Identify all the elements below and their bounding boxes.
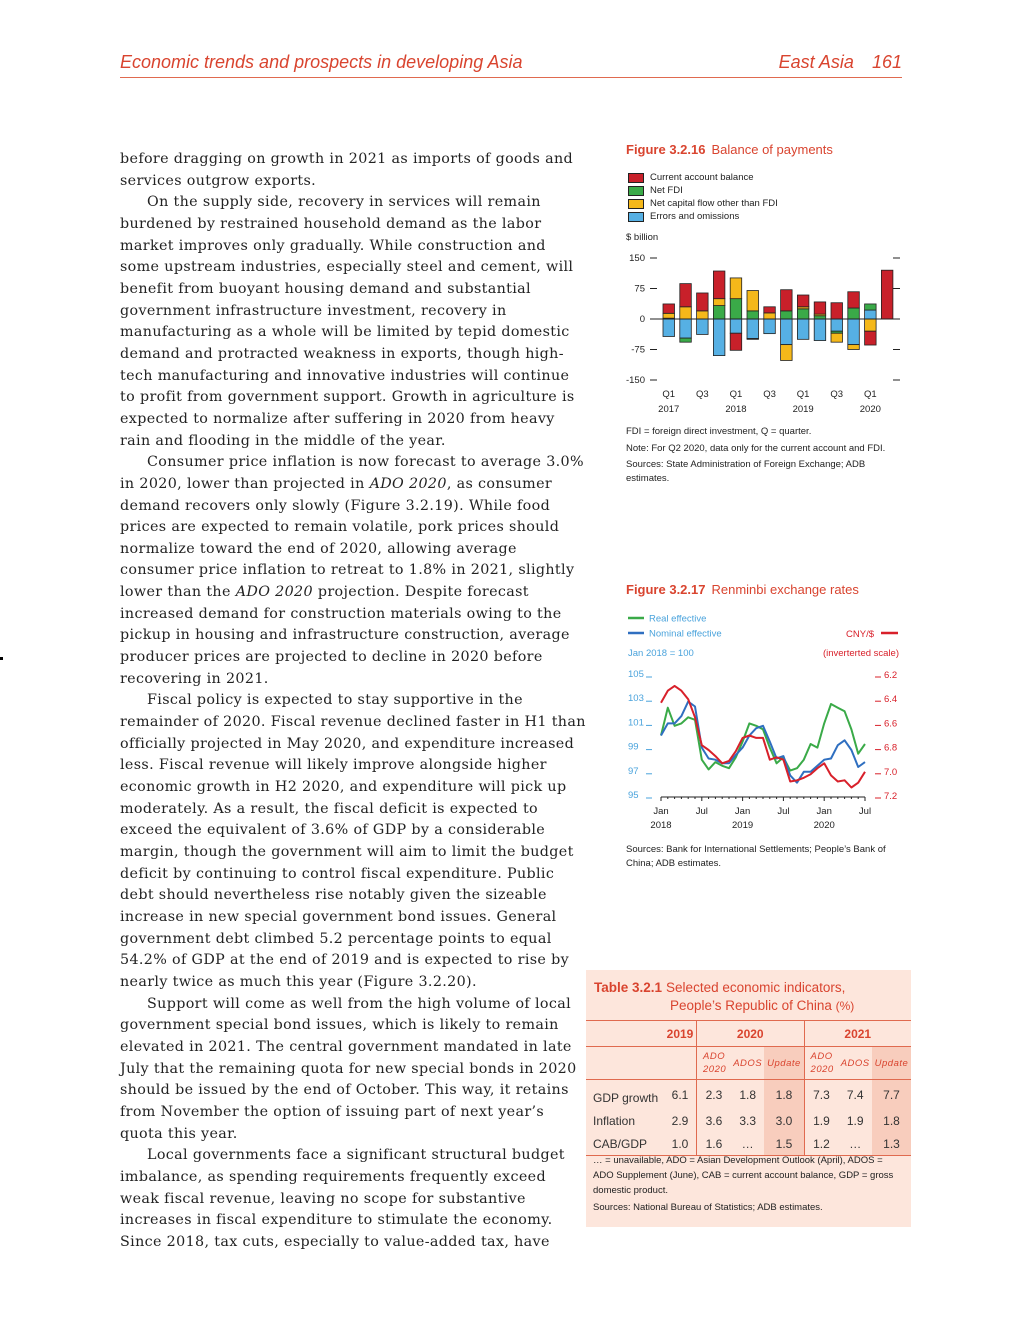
bar-segment bbox=[781, 290, 793, 311]
table-cell: 1.6 bbox=[697, 1132, 731, 1156]
table-footnote: … = unavailable, ADO = Asian Development Outlook (April), ADOS = ADO Supplement (June), CAB = current account balance, GDP = gross domestic product. bbox=[593, 1155, 894, 1196]
paragraph bbox=[120, 192, 586, 452]
table-row bbox=[586, 1132, 911, 1156]
fx-chart bbox=[620, 605, 910, 835]
x-tick-label: Q3 bbox=[830, 389, 844, 400]
bop-chart bbox=[620, 248, 910, 418]
figure-note: Note: For Q2 2020, data only for the current account and FDI. bbox=[626, 442, 886, 454]
x-tick-label: Jul bbox=[858, 806, 872, 817]
year-2021: 2021 bbox=[804, 1021, 911, 1047]
right-tick-label: 7.2 bbox=[884, 791, 898, 802]
column-subheader bbox=[838, 1047, 872, 1080]
y-tick-label: 150 bbox=[629, 253, 645, 264]
fx-notes bbox=[626, 843, 906, 873]
table-cell: 7.4 bbox=[846, 1087, 864, 1102]
table-cell: 1.8 bbox=[764, 1080, 804, 1110]
subheader-line: ADOS bbox=[733, 1057, 763, 1069]
right-tick-label: 6.2 bbox=[884, 670, 898, 681]
bar-segment bbox=[713, 271, 725, 299]
figure-number: Figure 3.2.17 bbox=[626, 582, 706, 597]
figure-caption: Renminbi exchange rates bbox=[711, 582, 859, 597]
left-tick-label: 105 bbox=[628, 669, 644, 680]
x-tick-label: Q1 bbox=[864, 389, 877, 400]
bar-segment bbox=[680, 338, 692, 342]
text-run: Support will come as well from the high volume of local government special bond issues, which is likely to remain elevated in 2021. The central government mandated in late July that the remaining quota for new special bonds in 2020 should be issued by the end of October. This way, it retains from November the option of issuing part of next year’s quota this year. bbox=[120, 995, 577, 1142]
legend-label: Real effective bbox=[649, 613, 707, 625]
bop-legend bbox=[628, 171, 778, 223]
table-cell: … bbox=[731, 1132, 765, 1156]
bar-segment bbox=[697, 311, 709, 319]
table-row bbox=[586, 1080, 911, 1110]
subheader-line: 2020 bbox=[703, 1064, 727, 1075]
table-cell: 3.3 bbox=[739, 1113, 756, 1128]
bar-segment bbox=[814, 319, 826, 341]
row-label: CAB/GDP bbox=[586, 1132, 664, 1156]
x-tick-label: Jan bbox=[734, 806, 751, 817]
table-cell: 3.6 bbox=[697, 1109, 731, 1132]
figure-number: Figure 3.2.16 bbox=[626, 142, 706, 157]
x-tick-label: Jan bbox=[816, 806, 832, 817]
bar-segment bbox=[848, 292, 860, 308]
bar-segment bbox=[663, 313, 675, 318]
x-tick-label: Q1 bbox=[729, 389, 743, 400]
bar-segment bbox=[764, 307, 776, 313]
bar-segment bbox=[797, 319, 809, 339]
bar-segment bbox=[848, 319, 860, 345]
bar-segment bbox=[663, 319, 675, 336]
column-subheader bbox=[697, 1047, 731, 1080]
section-name: East Asia bbox=[778, 52, 854, 72]
bar-segment bbox=[697, 319, 709, 334]
bar-segment bbox=[865, 310, 877, 319]
table-cell: 2.3 bbox=[697, 1080, 731, 1110]
paragraph bbox=[120, 690, 586, 993]
table-cell: 1.9 bbox=[846, 1113, 864, 1128]
book-title: Economic trends and prospects in developing Asia bbox=[120, 52, 523, 72]
table-cell: 7.3 bbox=[804, 1080, 838, 1110]
legend-item bbox=[628, 210, 778, 223]
bar-segment bbox=[747, 319, 759, 339]
table-footnote: Sources: National Bureau of Statistics; ADB estimates. bbox=[593, 1202, 823, 1213]
y-tick-label: 0 bbox=[639, 314, 645, 325]
bar-segment bbox=[764, 313, 776, 319]
legend-item bbox=[628, 197, 778, 210]
x-tick-label: Jan bbox=[653, 806, 669, 817]
table-cell: 6.1 bbox=[671, 1087, 689, 1102]
publication-title: ADO 2020 bbox=[369, 475, 447, 492]
right-axis-note: (inverterted scale) bbox=[822, 648, 899, 659]
text-run: On the supply side, recovery in services will remain burdened by restrained household demand as the labor market improves only gradually. While construction and some upstream industries, especially steel and cement, will benefit from buoyant housing demand and substantial government infrastructure investment, recovery in manufacturing as a whole will be limited by tepid domestic demand and protracted weakness in exports, though high-tech manufacturing and innovative industries will continue to profit from government support. Growth in agriculture is expected to normalize after suffering in 2020 from heavy rain and flooding in the middle of the year. bbox=[120, 194, 575, 449]
bop-unit: $ billion bbox=[626, 232, 659, 243]
series-line-cny- bbox=[661, 686, 865, 788]
left-tick-label: 101 bbox=[628, 717, 644, 729]
year-2019: 2019 bbox=[664, 1021, 697, 1047]
table-number: Table 3.2.1 bbox=[594, 980, 663, 995]
subheader-line: ADO bbox=[703, 1051, 726, 1062]
legend-label: Net capital flow other than FDI bbox=[650, 198, 778, 209]
right-tick-label: 6.6 bbox=[884, 718, 898, 730]
paragraph bbox=[120, 452, 586, 690]
figure-title-bop bbox=[626, 142, 833, 157]
year-2020: 2020 bbox=[697, 1021, 805, 1047]
table-title bbox=[594, 979, 854, 1015]
bar-segment bbox=[831, 303, 843, 319]
subheader-line: Update bbox=[874, 1057, 909, 1069]
bar-segment bbox=[848, 345, 860, 350]
bar-segment bbox=[865, 331, 877, 345]
table-row bbox=[586, 1109, 911, 1132]
bar-segment bbox=[781, 345, 793, 361]
indicators-table bbox=[586, 1020, 911, 1156]
text-run: before dragging on growth in 2021 as imports of goods and services outgrow exports. bbox=[120, 151, 574, 189]
table-cell: 1.8 bbox=[872, 1109, 911, 1132]
bar-segment bbox=[680, 319, 692, 338]
left-tick-label: 95 bbox=[628, 790, 639, 801]
y-tick-label: -150 bbox=[625, 375, 645, 386]
table-title-line2: People’s Republic of China bbox=[670, 998, 832, 1013]
paragraph bbox=[120, 149, 586, 192]
bar-segment bbox=[747, 311, 759, 319]
bar-segment bbox=[747, 291, 759, 311]
row-label: Inflation bbox=[593, 1113, 636, 1128]
page-number: 161 bbox=[871, 52, 902, 72]
x-year-label: 2018 bbox=[650, 820, 672, 831]
bar-segment bbox=[680, 284, 692, 307]
table-cell: 1.8 bbox=[739, 1087, 756, 1102]
legend-swatch bbox=[628, 173, 644, 183]
figure-caption: Balance of payments bbox=[711, 142, 833, 157]
bar-segment bbox=[764, 319, 776, 334]
bar-segment bbox=[848, 308, 860, 319]
bar-segment bbox=[831, 333, 843, 342]
row-label: GDP growth bbox=[593, 1090, 659, 1105]
bar-segment bbox=[730, 319, 742, 333]
text-run: Consumer price inflation is now forecast to average 3.0% in 2020, lower than projected in bbox=[120, 454, 584, 492]
text-run: , as consumer demand recovers only slowly (Figure 3.2.19). While food prices are expected to remain volatile, pork prices should normalize toward the end of 2020, allowing average consumer price inflation to retreat to 1.8% in 2021, slightly lower than the bbox=[120, 475, 575, 601]
x-tick-label: Q1 bbox=[796, 389, 810, 400]
table-cell: 2.9 bbox=[671, 1113, 689, 1128]
right-tick-label: 7.0 bbox=[884, 766, 898, 778]
legend-label: Errors and omissions bbox=[650, 211, 740, 222]
left-tick-label: 97 bbox=[628, 765, 639, 777]
x-tick-label: Q3 bbox=[696, 389, 709, 400]
bar-segment bbox=[747, 339, 759, 340]
subheader-line: ADOS bbox=[840, 1057, 870, 1069]
y-tick-label: -75 bbox=[631, 344, 645, 356]
bar-segment bbox=[865, 319, 877, 331]
legend-swatch bbox=[628, 186, 644, 196]
column-subheader bbox=[804, 1047, 838, 1080]
y-tick-label: 75 bbox=[634, 283, 645, 295]
x-year-label: 2017 bbox=[658, 404, 680, 415]
legend-swatch bbox=[628, 199, 644, 209]
bar-segment bbox=[730, 299, 742, 319]
x-year-label: 2019 bbox=[792, 404, 814, 415]
bar-segment bbox=[781, 311, 793, 319]
series-line-nominal-effective bbox=[661, 702, 865, 783]
table-unit: (%) bbox=[835, 999, 855, 1013]
x-year-label: 2019 bbox=[732, 820, 754, 831]
column-subheader bbox=[731, 1047, 765, 1080]
subheader-line: 2020 bbox=[810, 1064, 834, 1075]
margin-mark bbox=[0, 657, 3, 660]
x-tick-label: Jul bbox=[695, 806, 708, 817]
bar-segment bbox=[713, 319, 725, 356]
x-year-label: 2020 bbox=[859, 404, 881, 415]
left-tick-label: 99 bbox=[628, 741, 639, 753]
x-tick-label: Q1 bbox=[662, 389, 676, 400]
paragraph bbox=[120, 994, 586, 1146]
running-header bbox=[120, 52, 902, 78]
bar-segment bbox=[697, 293, 709, 311]
legend-label: Nominal effective bbox=[649, 628, 722, 640]
left-tick-label: 103 bbox=[628, 693, 644, 705]
table-cell: 1.2 bbox=[804, 1132, 838, 1156]
bar-segment bbox=[881, 270, 893, 319]
figure-note: Sources: Bank for International Settlements; People’s Bank of China; ADB estimates. bbox=[626, 844, 886, 869]
bar-segment bbox=[713, 299, 725, 306]
x-tick-label: Jul bbox=[777, 806, 790, 817]
x-year-label: 2020 bbox=[813, 820, 835, 831]
table-cell: 1.0 bbox=[664, 1132, 697, 1156]
right-tick-label: 6.4 bbox=[884, 694, 898, 706]
bar-segment bbox=[814, 302, 826, 314]
bop-notes bbox=[626, 425, 906, 488]
right-axis-label: CNY/$ bbox=[846, 629, 874, 640]
figure-note: FDI = foreign direct investment, Q = quarter. bbox=[626, 426, 812, 437]
bar-segment bbox=[730, 278, 742, 299]
legend-label: Current account balance bbox=[650, 172, 754, 183]
bar-segment bbox=[797, 295, 809, 307]
bar-segment bbox=[680, 307, 692, 319]
subheader-line: ADO bbox=[810, 1051, 833, 1062]
legend-item bbox=[628, 184, 778, 197]
text-run: projection. Despite forecast increased demand for construction materials owing to the pickup in housing and infrastructure construction, average producer prices are projected to decline in 2020 before recovering in 2021. bbox=[120, 584, 570, 687]
table-cell: 1.3 bbox=[872, 1132, 911, 1156]
indicators-table-box bbox=[586, 970, 911, 1227]
x-year-label: 2018 bbox=[725, 404, 747, 415]
bar-segment bbox=[730, 333, 742, 350]
left-axis-note: Jan 2018 = 100 bbox=[628, 648, 694, 659]
table-title-line1: Selected economic indicators, bbox=[666, 980, 846, 995]
publication-title: ADO 2020 bbox=[235, 584, 313, 601]
column-subheader bbox=[872, 1047, 911, 1080]
bar-segment bbox=[865, 304, 877, 310]
table-footnotes bbox=[593, 1153, 903, 1217]
subheader-line: Update bbox=[767, 1057, 801, 1069]
table-cell: 3.0 bbox=[764, 1109, 804, 1132]
bar-segment bbox=[663, 304, 675, 313]
bar-segment bbox=[797, 309, 809, 319]
legend-label: Net FDI bbox=[650, 185, 683, 196]
legend-swatch bbox=[628, 212, 644, 222]
paragraph bbox=[120, 1145, 586, 1253]
text-run: Local governments face a significant structural budget imbalance, as spending requirements frequently exceed weak fiscal revenue, leaving no scope for substantive increases in fiscal expenditure to stimulate the economy. Since 2018, tax cuts, especially to value-added tax, have bbox=[120, 1147, 565, 1250]
figure-title-renminbi bbox=[626, 582, 859, 597]
right-tick-label: 6.8 bbox=[884, 742, 898, 754]
text-run: Fiscal policy is expected to stay supportive in the remainder of 2020. Fiscal revenue declined faster in H1 than officially projected in May 2020, and expenditure increased less. Fiscal revenue will likely improve alongside higher economic growth in H2 2020, and expenditure will pick up moderately. As a result, the fiscal deficit is expected to exceed the equivalent of 3.6% of GDP by a considerable margin, though the government will aim to limit the budget deficit by continuing to control fiscal expenditure. Public debt should nevertheless rise notably given the sizeable increase in new special government bond issues. General government debt climbed 5.2 percentage points to equal 54.2% of GDP at the end of 2019 and is expected to rise by nearly twice as much this year (Figure 3.2.20). bbox=[120, 692, 586, 990]
legend-item bbox=[628, 171, 778, 184]
x-tick-label: Q3 bbox=[763, 389, 776, 400]
figure-note: Sources: State Administration of Foreign Exchange; ADB estimates. bbox=[626, 459, 866, 484]
table-cell: … bbox=[838, 1132, 872, 1156]
table-cell: 1.5 bbox=[764, 1132, 804, 1156]
column-subheader bbox=[764, 1047, 804, 1080]
body-text bbox=[120, 149, 586, 1253]
bar-segment bbox=[781, 319, 793, 345]
bar-segment bbox=[713, 306, 725, 319]
bar-segment bbox=[831, 319, 843, 331]
table-cell: 7.7 bbox=[872, 1080, 911, 1110]
table-cell: 1.9 bbox=[804, 1109, 838, 1132]
